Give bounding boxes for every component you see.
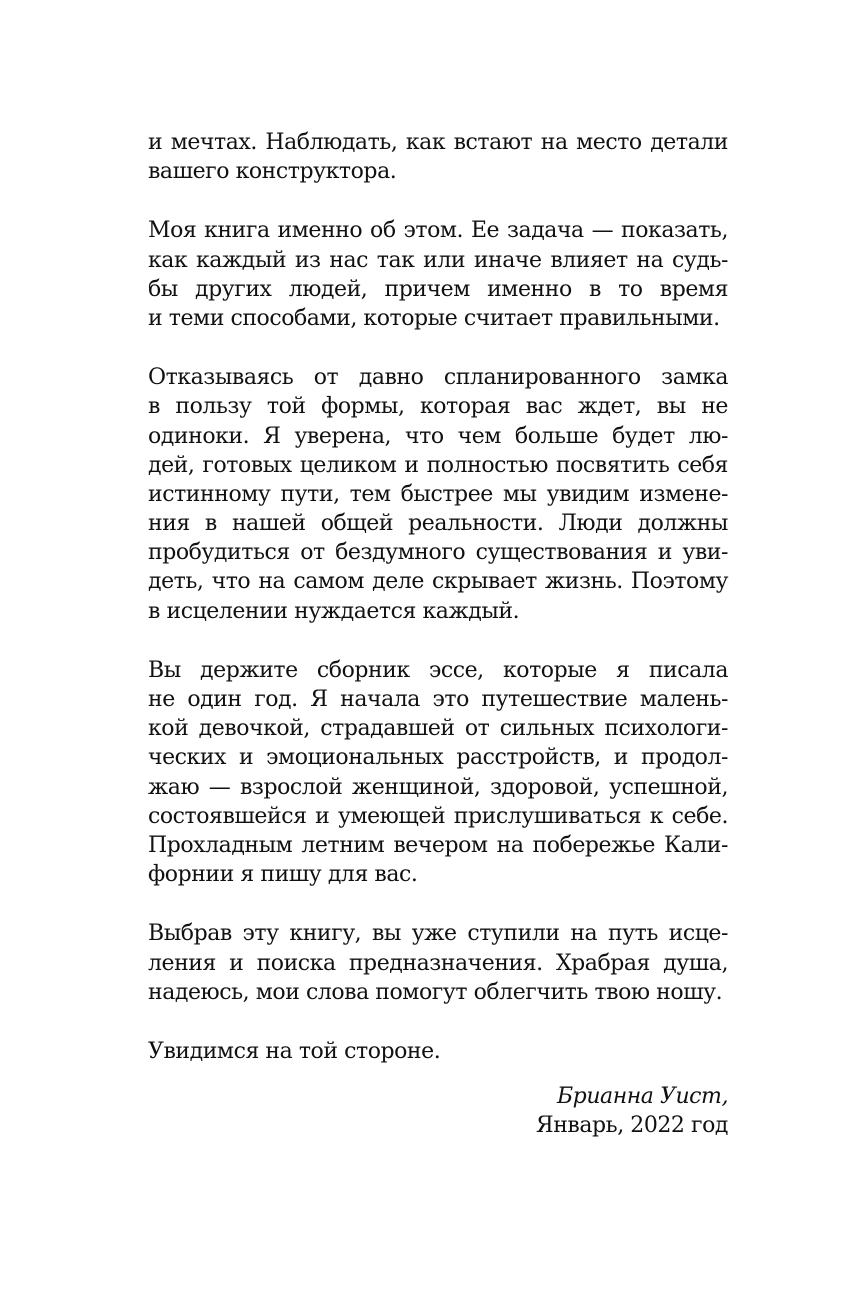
paragraph xyxy=(148,1037,728,1066)
text-line: Прохладным летним вечером на побережье Кали- xyxy=(148,832,728,858)
text-line: вашего конструктора. xyxy=(148,159,397,185)
text-line: пробудиться от бездумного существования и уви- xyxy=(148,540,728,566)
text-line: бы других людей, причем именно в то время xyxy=(148,276,728,302)
text-line: жаю — взрослой женщиной, здоровой, успешной, xyxy=(148,774,728,800)
text-line: в пользу той формы, которая вас ждет, вы не xyxy=(148,394,728,420)
text-line: в исцелении нуждается каждый. xyxy=(148,598,520,624)
text-line: Выбрав эту книгу, вы уже ступили на путь исце- xyxy=(148,921,728,947)
text-line: ния в нашей общей реальности. Люди должны xyxy=(148,511,728,537)
text-line: и мечтах. Наблюдать, как встают на место детали xyxy=(148,130,728,155)
text-line: ления и поиска предназначения. Храбрая душа, xyxy=(148,950,728,976)
text-line: одиноки. Я уверена, что чем больше будет лю- xyxy=(148,423,728,449)
text-line: Отказываясь от давно спланированного замка xyxy=(148,365,728,391)
signature-author: Брианна Уист, xyxy=(556,1084,728,1110)
paragraph xyxy=(148,919,728,1007)
text-line: форнии я пишу для вас. xyxy=(148,862,418,888)
text-line: как каждый из нас так или иначе влияет на судь- xyxy=(148,247,728,273)
book-page xyxy=(148,128,728,1140)
text-body xyxy=(148,128,728,1066)
signature xyxy=(148,1082,728,1140)
text-line: и теми способами, которые считает правильными. xyxy=(148,305,720,331)
text-line: ческих и эмоциональных расстройств, и продол- xyxy=(148,745,728,771)
text-line: не один год. Я начала это путешествие малень- xyxy=(148,687,728,712)
text-line: надеюсь, мои слова помогут облегчить твою ношу. xyxy=(148,979,723,1005)
paragraph xyxy=(148,128,728,186)
paragraph xyxy=(148,656,728,890)
paragraph xyxy=(148,216,728,333)
text-line: Вы держите сборник эссе, которые я писала xyxy=(148,657,728,683)
text-line: состоявшейся и умеющей прислушиваться к себе. xyxy=(148,803,728,829)
text-line: Увидимся на той стороне. xyxy=(148,1038,441,1064)
text-line: дей, готовых целиком и полностью посвятить себя xyxy=(148,452,728,478)
text-line: истинному пути, тем быстрее мы увидим измене- xyxy=(148,481,728,507)
paragraph xyxy=(148,363,728,626)
text-line: деть, что на самом деле скрывает жизнь. Поэтому xyxy=(148,569,728,595)
text-line: кой девочкой, страдавшей от сильных психологи- xyxy=(148,716,728,742)
text-line: Моя книга именно об этом. Ее задача — показать, xyxy=(148,218,728,244)
signature-date: Январь, 2022 год xyxy=(535,1113,728,1139)
